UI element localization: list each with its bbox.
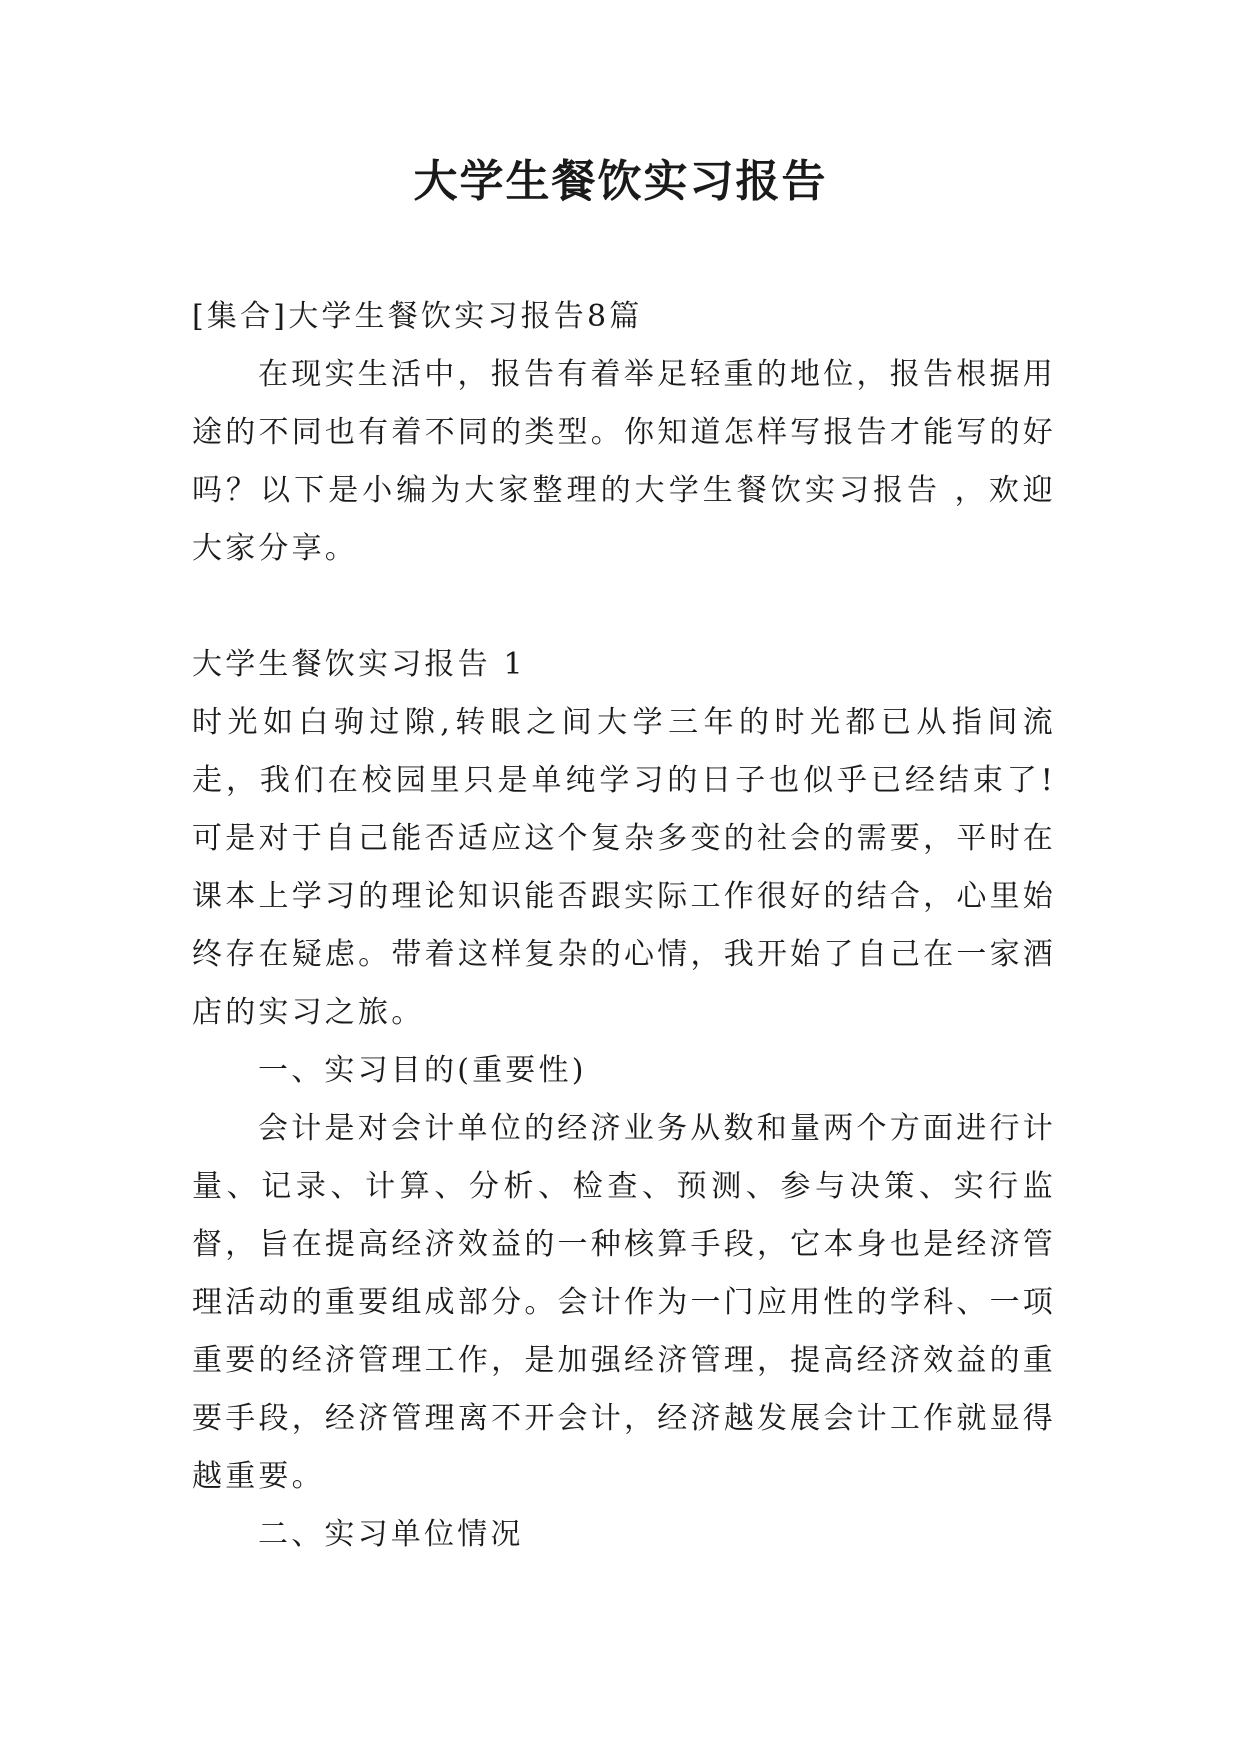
document-body — [192, 288, 1056, 1564]
intro-paragraph: 在现实生活中，报告有着举足轻重的地位，报告根据用途的不同也有着不同的类型。你知道怎样写报告才能写的好吗？以下是小编为大家整理的大学生餐饮实习报告 ，欢迎大家分享。 — [192, 357, 1056, 566]
section-title: 大学生餐饮实习报告 1 — [192, 647, 526, 682]
paragraph-spacer — [192, 578, 1056, 636]
document-title: 大学生餐饮实习报告 — [413, 156, 828, 207]
collection-heading: [集合]大学生餐饮实习报告8篇 — [192, 299, 643, 334]
subheading-purpose: 一、实习目的(重要性) — [258, 1053, 587, 1088]
subheading-unit-info: 二、实习单位情况 — [258, 1517, 524, 1552]
body-paragraph: 时光如白驹过隙,转眼之间大学三年的时光都已从指间流走，我们在校园里只是单纯学习的日子也似乎已经结束了!可是对于自己能否适应这个复杂多变的社会的需要，平时在课本上学习的理论知识能否跟实际工作很好的结合，心里始终存在疑虑。带着这样复杂的心情，我开始了自己在一家酒店的实习之旅。 — [192, 705, 1056, 1030]
body-paragraph: 会计是对会计单位的经济业务从数和量两个方面进行计量、记录、计算、分析、检查、预测、参与决策、实行监督，旨在提高经济效益的一种核算手段，它本身也是经济管理活动的重要组成部分。会计作为一门应用性的学科、一项重要的经济管理工作，是加强经济管理，提高经济效益的重要手段，经济管理离不开会计，经济越发展会计工作就显得越重要。 — [192, 1111, 1056, 1494]
